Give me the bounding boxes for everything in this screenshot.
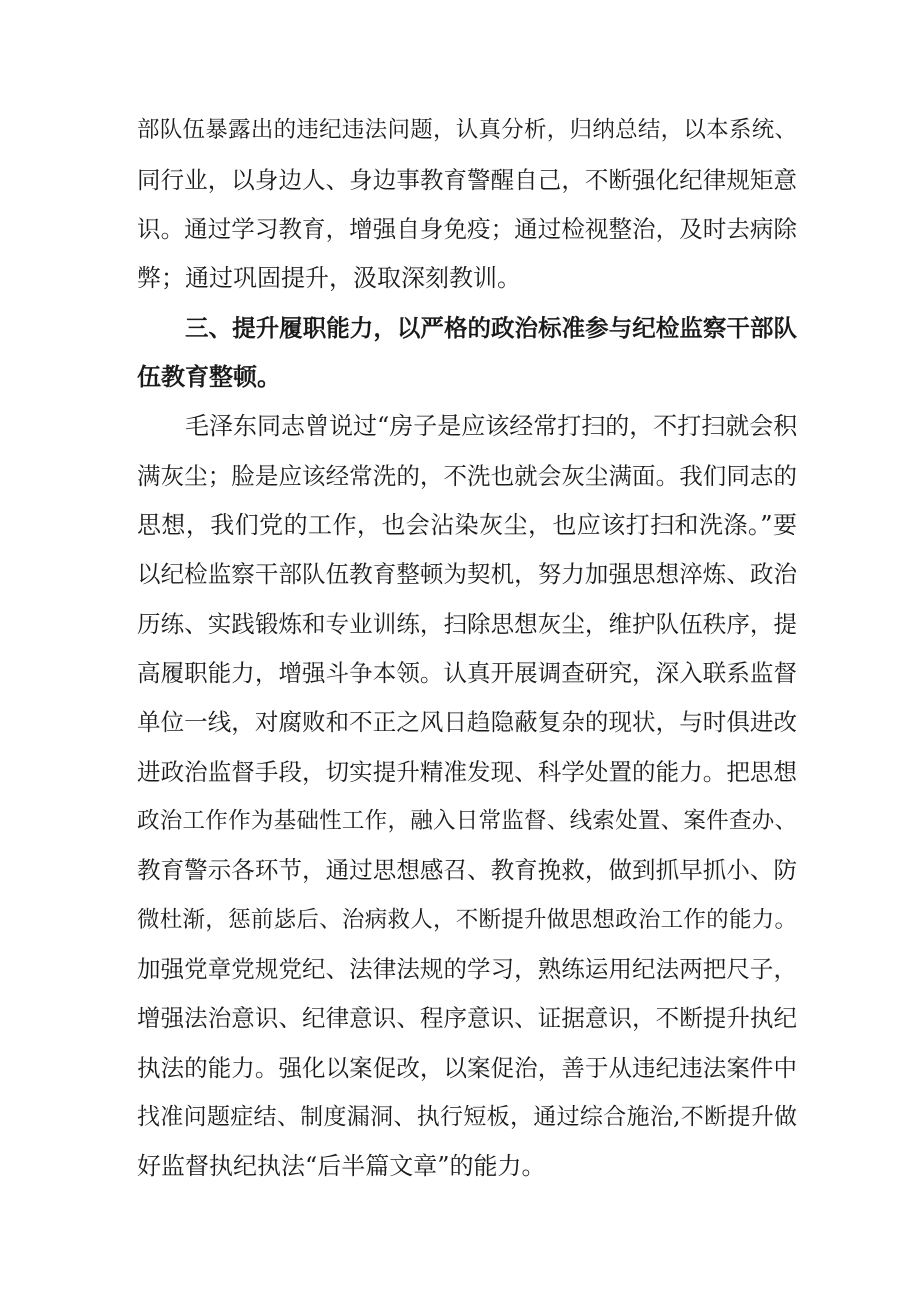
paragraph-line: 历练、实践锻炼和专业训练，扫除思想灰尘，维护队伍秩序，提: [137, 610, 797, 638]
paragraph-line: 同行业，以身边人、身边事教育警醒自己，不断强化纪律规矩意: [137, 166, 797, 194]
paragraph-line: 政治工作作为基础性工作，融入日常监督、线索处置、案件查办、: [137, 808, 797, 834]
section-heading-line: 三、提升履职能力，以严格的政治标准参与纪检监察干部队: [185, 314, 797, 342]
paragraph-line: 教育警示各环节，通过思想感召、教育挽救，做到抓早抓小、防: [137, 856, 797, 884]
paragraph-line: 弊；通过巩固提升，汲取深刻教训。: [137, 264, 521, 292]
paragraph-line: 识。通过学习教育，增强自身免疫；通过检视整治，及时去病除: [137, 215, 797, 243]
paragraph-line: 进政治监督手段，切实提升精准发现、科学处置的能力。把思想: [137, 758, 797, 786]
paragraph-line: 以纪检监察干部队伍教育整顿为契机，努力加强思想淬炼、政治: [137, 560, 797, 588]
paragraph-line: 毛泽东同志曾说过“房子是应该经常打扫的，不打扫就会积: [185, 412, 798, 440]
paragraph-line: 高履职能力，增强斗争本领。认真开展调查研究，深入联系监督: [137, 659, 797, 687]
paragraph-line: 执法的能力。强化以案促改，以案促治，善于从违纪违法案件中: [137, 1054, 797, 1082]
paragraph-line: 加强党章党规党纪、法律法规的学习，熟练运用纪法两把尺子，: [137, 955, 797, 983]
paragraph-line: 增强法治意识、纪律意识、程序意识、证据意识，不断提升执纪: [137, 1004, 797, 1032]
paragraph-line: 找准问题症结、制度漏洞、执行短板，通过综合施治,不断提升做: [137, 1104, 797, 1130]
paragraph-line: 单位一线，对腐败和不正之风日趋隐蔽复杂的现状，与时俱进改: [137, 708, 797, 736]
paragraph-line: 部队伍暴露出的违纪违法问题，认真分析，归纳总结，以本系统、: [137, 117, 797, 143]
section-heading-line: 伍教育整顿。: [137, 363, 281, 391]
paragraph-line: 满灰尘；脸是应该经常洗的，不洗也就会灰尘满面。我们同志的: [137, 462, 797, 490]
paragraph-line: 微杜渐，惩前毖后、治病救人，不断提升做思想政治工作的能力。: [137, 907, 797, 933]
paragraph-line: 好监督执纪执法“后半篇文章”的能力。: [137, 1152, 546, 1180]
paragraph-line: 思想，我们党的工作，也会沾染灰尘，也应该打扫和洗涤。”要: [137, 511, 797, 539]
